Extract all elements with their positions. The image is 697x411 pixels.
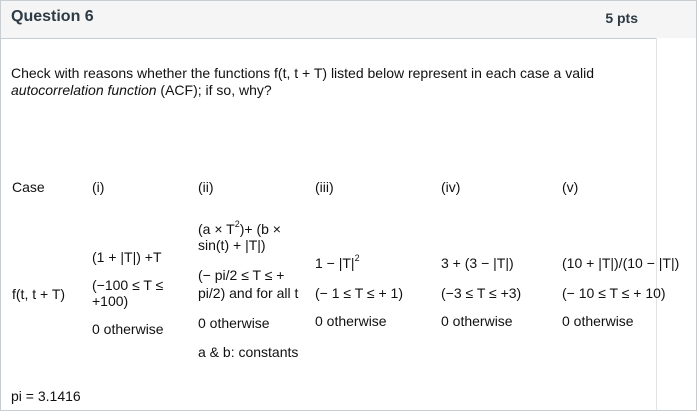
case-ii-range-b: pi/2) and for all t [198,285,299,301]
case-iii-header: (iii) [315,179,334,195]
question-prompt [11,65,641,99]
pi-note: pi = 3.1416 [11,388,81,404]
case-i-otherwise: 0 otherwise [92,321,164,337]
case-i-formula: (1 + |T|) +T [92,249,162,265]
case-i-range-a: (−100 ≤ T ≤ [92,277,164,293]
case-iii-formula-base: 1 − |T| [315,255,355,271]
case-v-formula: (10 + |T|)/(10 − |T|) [562,255,680,271]
question-points: 5 pts [605,10,638,26]
case-v-range: (− 10 ≤ T ≤ + 10) [562,285,666,301]
case-ii-otherwise: 0 otherwise [198,315,270,331]
question-header [1,1,696,39]
case-i-header: (i) [92,179,105,195]
case-ii-header: (ii) [198,179,214,195]
question-title: Question 6 [11,8,94,25]
case-header: Case [12,179,45,195]
case-ii-formula-part2: )+ (b × [239,221,281,237]
case-iv-range: (−3 ≤ T ≤ +3) [441,285,522,301]
case-ii-formula-line1 [198,221,281,238]
case-iv-formula: 3 + (3 − |T|) [441,255,514,271]
prompt-emphasis: autocorrelation function [11,82,157,98]
case-iii-range: (− 1 ≤ T ≤ + 1) [315,285,403,301]
row-label-f: f(t, t + T) [12,286,66,302]
case-ii-formula-part1: (a × T [198,221,235,237]
case-v-otherwise: 0 otherwise [562,313,634,329]
case-i-range-b: +100) [92,293,129,309]
case-iii-exponent: 2 [354,253,360,264]
case-iv-header: (iv) [441,179,461,195]
side-panel [656,38,697,410]
case-iii-otherwise: 0 otherwise [315,313,387,329]
case-iv-otherwise: 0 otherwise [441,313,513,329]
case-ii-exponent: 2 [234,219,240,230]
case-iii-formula [315,255,360,272]
case-ii-range-a: (− pi/2 ≤ T ≤ + [198,267,285,283]
prompt-text-end: (ACF); if so, why? [156,82,272,98]
prompt-text-start: Check with reasons whether the functions f(t, t + T) listed below represent in each case a valid [11,65,594,81]
case-ii-formula-line2: sin(t) + |T|) [198,237,266,253]
case-ii-constants: a & b: constants [198,344,299,360]
case-v-header: (v) [562,179,579,195]
